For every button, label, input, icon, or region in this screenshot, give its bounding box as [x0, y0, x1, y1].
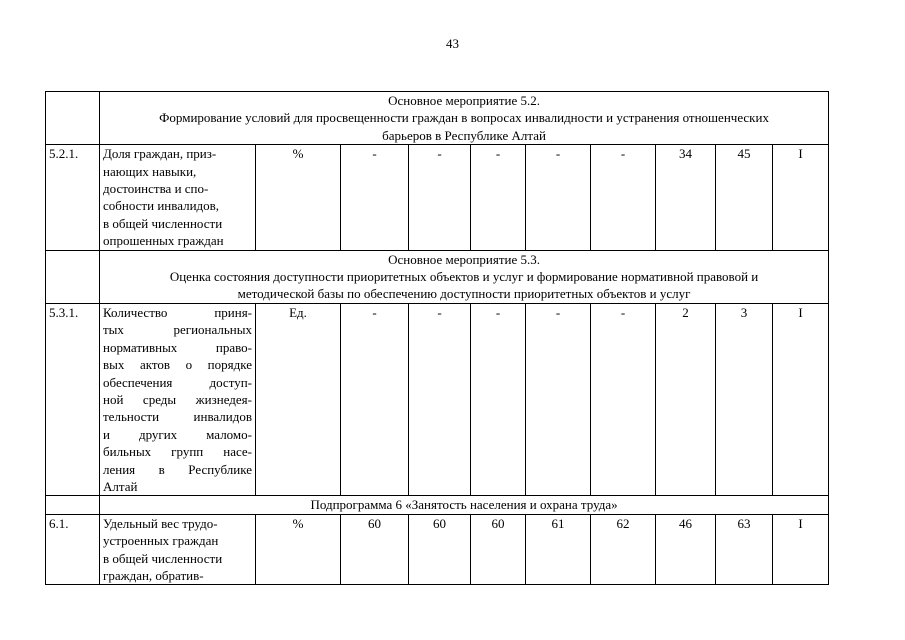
section-row: [46, 496, 829, 514]
indicator-name-line: тых региональных: [103, 322, 252, 338]
value-cell: 45: [716, 145, 773, 250]
indicator-name-line: и других маломо-: [103, 426, 252, 442]
indicator-name-line: вых актов о порядке: [103, 357, 252, 373]
value-cell: -: [471, 303, 526, 495]
indicator-name: [100, 303, 256, 495]
value-cell: -: [341, 145, 409, 250]
indicator-name-line: в общей численности: [103, 215, 223, 231]
category-cell: I: [773, 514, 829, 585]
section-title-line: Формирование условий для просвещенности граждан в вопросах инвалидности и устранения отношенческих: [159, 110, 769, 126]
value-cell: -: [409, 303, 471, 495]
value-cell: 46: [656, 514, 716, 585]
unit-cell: %: [256, 514, 341, 585]
value-cell: -: [471, 145, 526, 250]
indicators-table: [45, 91, 829, 585]
indicator-name-line: достоинства и спо-: [103, 181, 209, 197]
value-cell: -: [409, 145, 471, 250]
section-title-cell: [100, 250, 829, 303]
unit-cell: %: [256, 145, 341, 250]
value-cell: 3: [716, 303, 773, 495]
indicator-name-line: опрошенных граждан: [103, 233, 224, 249]
indicator-name-line: Удельный вес трудо-: [103, 515, 218, 531]
section-num-cell: [46, 496, 100, 514]
value-cell: -: [526, 145, 591, 250]
value-cell: -: [341, 303, 409, 495]
indicator-name-line: устроенных граждан: [103, 533, 219, 549]
section-title-line: методической базы по обеспечению доступности приоритетных объектов и услуг: [237, 286, 691, 302]
value-cell: -: [591, 145, 656, 250]
indicator-name-line: тельности инвалидов: [103, 409, 252, 425]
indicator-row: [46, 303, 829, 495]
section-title-line: Оценка состояния доступности приоритетных объектов и услуг и формирование нормативной правовой и: [169, 269, 759, 285]
indicator-name-line: граждан, обратив-: [103, 567, 204, 583]
section-title-line: Основное мероприятие 5.3.: [388, 251, 541, 267]
unit-cell: Ед.: [256, 303, 341, 495]
section-title-cell: [100, 92, 829, 145]
indicator-row: [46, 514, 829, 585]
indicator-name-line: бильных групп насе-: [103, 444, 252, 460]
section-row: [46, 250, 829, 303]
category-cell: I: [773, 145, 829, 250]
indicator-name-line: ления в Республике: [103, 461, 252, 477]
indicator-name-line: в общей численности: [103, 550, 223, 566]
value-cell: 62: [591, 514, 656, 585]
value-cell: 60: [471, 514, 526, 585]
value-cell: 60: [341, 514, 409, 585]
section-row: [46, 92, 829, 145]
category-cell: I: [773, 303, 829, 495]
value-cell: 61: [526, 514, 591, 585]
indicator-name-line: обеспечения доступ-: [103, 374, 252, 390]
value-cell: -: [526, 303, 591, 495]
section-num-cell: [46, 250, 100, 303]
value-cell: 34: [656, 145, 716, 250]
section-num-cell: [46, 92, 100, 145]
indicator-name-line: Доля граждан, приз-: [103, 146, 217, 162]
indicator-name-line: собности инвалидов,: [103, 198, 220, 214]
indicator-name-line: Алтай: [103, 478, 138, 494]
section-title-line: Подпрограмма 6 «Занятость населения и охрана труда»: [310, 497, 618, 513]
indicator-name-line: нормативных право-: [103, 339, 252, 355]
indicator-name: [100, 514, 256, 585]
indicator-name-line: нающих навыки,: [103, 163, 197, 179]
indicator-number: 5.3.1.: [46, 303, 100, 495]
value-cell: 60: [409, 514, 471, 585]
page-number: 43: [446, 36, 459, 51]
indicator-number: 5.2.1.: [46, 145, 100, 250]
section-title-line: барьеров в Республике Алтай: [382, 127, 546, 143]
indicator-row: [46, 145, 829, 250]
indicator-name: [100, 145, 256, 250]
indicator-number: 6.1.: [46, 514, 100, 585]
value-cell: -: [591, 303, 656, 495]
section-title-cell: [100, 496, 829, 514]
value-cell: 2: [656, 303, 716, 495]
indicator-name-line: ной среды жизнедея-: [103, 391, 252, 407]
value-cell: 63: [716, 514, 773, 585]
section-title-line: Основное мероприятие 5.2.: [388, 93, 541, 108]
indicator-name-line: Количество приня-: [103, 304, 252, 320]
